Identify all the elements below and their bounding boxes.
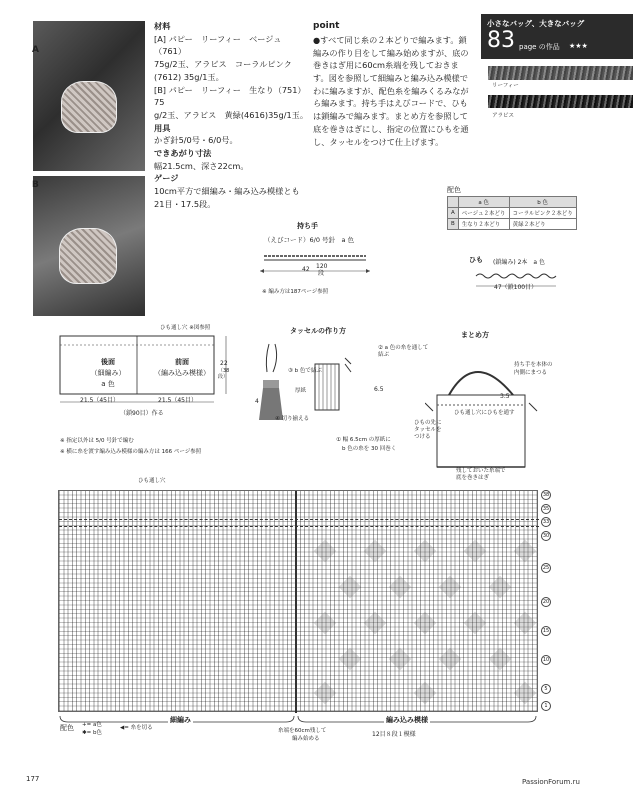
finish-bottom: 残しておいた糸端で bbox=[456, 468, 506, 474]
tassel-length: 6.5 bbox=[374, 386, 384, 393]
cord-dim: 47（鎖100目） bbox=[494, 284, 538, 291]
size-text: 幅21.5cm、深さ22cm。 bbox=[154, 160, 249, 171]
tassel-diagram bbox=[255, 338, 375, 433]
materials-line: [B] パピー リーフィー 生なり（751）75 bbox=[154, 84, 306, 108]
row-number: 33 bbox=[542, 519, 550, 525]
project-number: 83 bbox=[487, 28, 515, 53]
row-number: 15 bbox=[542, 628, 550, 634]
yarn-label-2: アラビス bbox=[492, 113, 515, 119]
row-number: 5 bbox=[541, 684, 551, 694]
finish-tassel: ひもの先に bbox=[414, 420, 442, 426]
point-line: 巻きはぎ用に60cm糸端を残しておきま bbox=[313, 60, 459, 71]
pattern-motif bbox=[439, 576, 462, 599]
finish-tassel: つける bbox=[414, 434, 431, 440]
project-header bbox=[481, 14, 633, 59]
pattern-motif bbox=[314, 612, 337, 635]
point-line: ら編みます。持ち手はえびコードで、ひも bbox=[313, 98, 468, 109]
tassel-step1b: b 色の糸を 30 回巻く bbox=[342, 446, 397, 452]
tassel-step4: ④ 切り揃える bbox=[275, 416, 310, 422]
chart-hole-row bbox=[59, 519, 539, 527]
pattern-motif bbox=[339, 576, 362, 599]
row-number: 30 bbox=[542, 533, 550, 539]
panel-note: ※ 指定以外は 5/0 号針で編む bbox=[60, 438, 134, 444]
finish-bottom: 底を巻きはぎ bbox=[456, 475, 490, 481]
finish-hole: ひも通し穴にひもを通す bbox=[454, 410, 515, 416]
cord-title: ひも bbox=[469, 256, 483, 264]
finish-note: 内側にまつる bbox=[514, 370, 548, 376]
panel-hole-label: ひも通し穴 ※図参照 bbox=[160, 325, 211, 331]
handle-dim-rows-unit: 段 bbox=[318, 270, 325, 277]
point-line: し、タッセルをつけて仕上げます。 bbox=[313, 136, 444, 147]
chart-start-note: 編み始める bbox=[292, 736, 320, 742]
bag-a-image bbox=[61, 81, 117, 133]
point-line: は鎖編みで編みます。まとめ方を参照して bbox=[313, 111, 468, 122]
pattern-motif bbox=[339, 648, 362, 671]
row-number: 20 bbox=[542, 599, 550, 605]
legend-b: ✱= b色 bbox=[82, 730, 102, 736]
pattern-motif bbox=[389, 648, 412, 671]
panel-width-right: 21.5（45目） bbox=[158, 397, 197, 404]
arrow-icon: ◀ bbox=[120, 725, 125, 731]
legend-b-text: = b色 bbox=[86, 730, 102, 736]
difficulty-stars: ★★★ bbox=[569, 42, 588, 50]
legend-a-text: = a色 bbox=[86, 722, 102, 728]
pattern-motif bbox=[314, 682, 337, 705]
page-number: 177 bbox=[26, 775, 40, 783]
yarn-sample-1 bbox=[488, 66, 633, 80]
tassel-title: タッセルの作り方 bbox=[290, 327, 346, 335]
panel-note: ※ 横に糸を渡す編み込み模様の編み方は 166 ページ参照 bbox=[60, 449, 202, 455]
finish-note: 持ち手を本体の bbox=[514, 362, 553, 368]
finish-title: まとめ方 bbox=[461, 331, 489, 339]
pattern-motif bbox=[364, 540, 387, 563]
tassel-step1: ① 幅 6.5cm の厚紙に bbox=[336, 437, 391, 443]
color-row-b: コーラルピンク２本どり bbox=[509, 208, 576, 219]
panel-height: 22 bbox=[220, 360, 228, 367]
point-line: ●すべて同じ糸の２本どりで編みます。鎖 bbox=[313, 34, 467, 45]
watermark: PassionForum.ru bbox=[522, 778, 580, 786]
project-subtitle: 小さなバッグ、大きなバッグ bbox=[487, 19, 585, 28]
handle-dim-rows: 120 bbox=[316, 263, 328, 270]
pattern-motif bbox=[514, 540, 537, 563]
pattern-motif bbox=[439, 648, 462, 671]
project-page-label: page の作品 bbox=[519, 43, 560, 51]
color-row-a: 生なり２本どり bbox=[458, 219, 509, 230]
point-line: 編みの作り目をして編み始めますが、底の bbox=[313, 47, 469, 58]
point-line: わに編みますが、配色糸を編みくるみなが bbox=[313, 85, 469, 96]
chart-left-label: 細編み bbox=[170, 716, 191, 724]
panel-width-left: 21.5（45目） bbox=[80, 397, 119, 404]
chart-repeat: 12目８段１模様 bbox=[372, 731, 416, 738]
row-number: 1 bbox=[541, 701, 551, 711]
stitch-chart bbox=[58, 490, 538, 712]
color-table-head-a: a 色 bbox=[458, 197, 509, 208]
row-number: 10 bbox=[542, 657, 550, 663]
color-row-key: B bbox=[448, 219, 459, 230]
tassel-step3: ③ b 色で結ぶ bbox=[288, 368, 322, 374]
materials-block bbox=[154, 20, 309, 211]
color-table-corner bbox=[448, 197, 459, 208]
pattern-motif bbox=[414, 612, 437, 635]
yarn-label-1: リーフィー bbox=[492, 83, 519, 89]
tassel-cardboard: 厚紙 bbox=[295, 388, 307, 394]
handle-title: 持ち手 bbox=[297, 222, 318, 230]
tools-text: かぎ針5/0号・6/0号。 bbox=[154, 135, 238, 146]
pattern-motif bbox=[464, 612, 487, 635]
pattern-motif bbox=[364, 612, 387, 635]
photo-b bbox=[33, 176, 145, 316]
pattern-motif bbox=[514, 612, 537, 635]
yarn-sample-2 bbox=[488, 95, 633, 108]
color-row-a: ベージュ２本どり bbox=[458, 208, 509, 219]
photo-a-label: A bbox=[32, 45, 39, 55]
finish-tassel: タッセルを bbox=[414, 427, 442, 433]
chart-start-note: 糸端を60cm残して bbox=[278, 728, 327, 734]
cord-subtitle: (鎖編み) 2本 a 色 bbox=[493, 259, 545, 266]
color-row-key: A bbox=[448, 208, 459, 219]
materials-line: 75g/2玉、アラビス コーラルピンク bbox=[154, 59, 292, 70]
photo-a bbox=[33, 21, 145, 171]
tassel-length2: 4 bbox=[255, 398, 259, 405]
bag-b-image bbox=[59, 228, 117, 284]
handle-dim: 42 bbox=[302, 266, 310, 273]
photo-b-label: B bbox=[32, 180, 39, 190]
row-number: 25 bbox=[542, 565, 550, 571]
tools-heading: 用具 bbox=[154, 122, 171, 133]
gauge-text: 10cm平方で細編み・編み込み模様とも bbox=[154, 186, 300, 197]
handle-subtitle: （えびコード）6/0 号針 a 色 bbox=[264, 236, 355, 244]
point-heading: point bbox=[313, 21, 340, 31]
materials-line: g/2玉、アラビス 黄緑(4616)35g/1玉。 bbox=[154, 109, 309, 120]
pattern-motif bbox=[489, 576, 512, 599]
pattern-motif bbox=[314, 540, 337, 563]
point-line: 底を巻きはぎにし、指定の位置にひもを通 bbox=[313, 123, 469, 134]
point-block bbox=[313, 20, 473, 148]
color-table-head-b: b 色 bbox=[509, 197, 576, 208]
back-panel-color: a 色 bbox=[101, 380, 115, 388]
handle-note: ※ 編み方は187ページ参照 bbox=[262, 289, 329, 295]
pattern-motif bbox=[514, 682, 537, 705]
legend-title: 配色 bbox=[60, 724, 74, 732]
back-panel-sub: （細編み） bbox=[90, 369, 126, 377]
chart-brackets bbox=[58, 714, 540, 724]
color-table bbox=[447, 196, 577, 230]
chart-hole-label: ひも通し穴 bbox=[138, 478, 166, 484]
materials-line: (7612) 35g/1玉。 bbox=[154, 71, 224, 82]
color-row-b: 黄緑２本どり bbox=[509, 219, 576, 230]
pattern-motif bbox=[389, 576, 412, 599]
color-table-title: 配色 bbox=[447, 186, 461, 194]
materials-line: [A] パピー リーフィー ベージュ（761） bbox=[154, 33, 282, 57]
panel-start: （鎖90目）作る bbox=[120, 410, 164, 417]
pattern-motif bbox=[414, 682, 437, 705]
point-line: す。図を参照して細編みと編み込み模様で bbox=[313, 73, 468, 84]
finish-dim: 3.5 bbox=[500, 393, 510, 400]
panel-height-rows: （38段） bbox=[218, 368, 230, 381]
chart-right-label: 編み込み模様 bbox=[386, 716, 428, 724]
gauge-heading: ゲージ bbox=[154, 173, 179, 184]
legend-cut bbox=[120, 725, 153, 732]
row-number: 38 bbox=[542, 492, 550, 498]
back-panel-title: 後面 bbox=[101, 358, 115, 366]
pattern-motif bbox=[414, 540, 437, 563]
size-heading: できあがり寸法 bbox=[154, 148, 212, 159]
tassel-step2: ② a 色の糸を通して結ぶ bbox=[378, 345, 429, 358]
pattern-motif bbox=[464, 540, 487, 563]
row-number: 35 bbox=[542, 506, 550, 512]
front-panel-sub: （編み込み模様） bbox=[154, 369, 210, 377]
legend-a: += a色 bbox=[82, 722, 102, 728]
front-panel-title: 前面 bbox=[175, 358, 189, 366]
pattern-motif bbox=[489, 648, 512, 671]
legend-cut-text: = 糸を切る bbox=[124, 725, 153, 731]
materials-heading: 材料 bbox=[154, 21, 171, 31]
gauge-text: 21目・17.5段。 bbox=[154, 198, 216, 209]
